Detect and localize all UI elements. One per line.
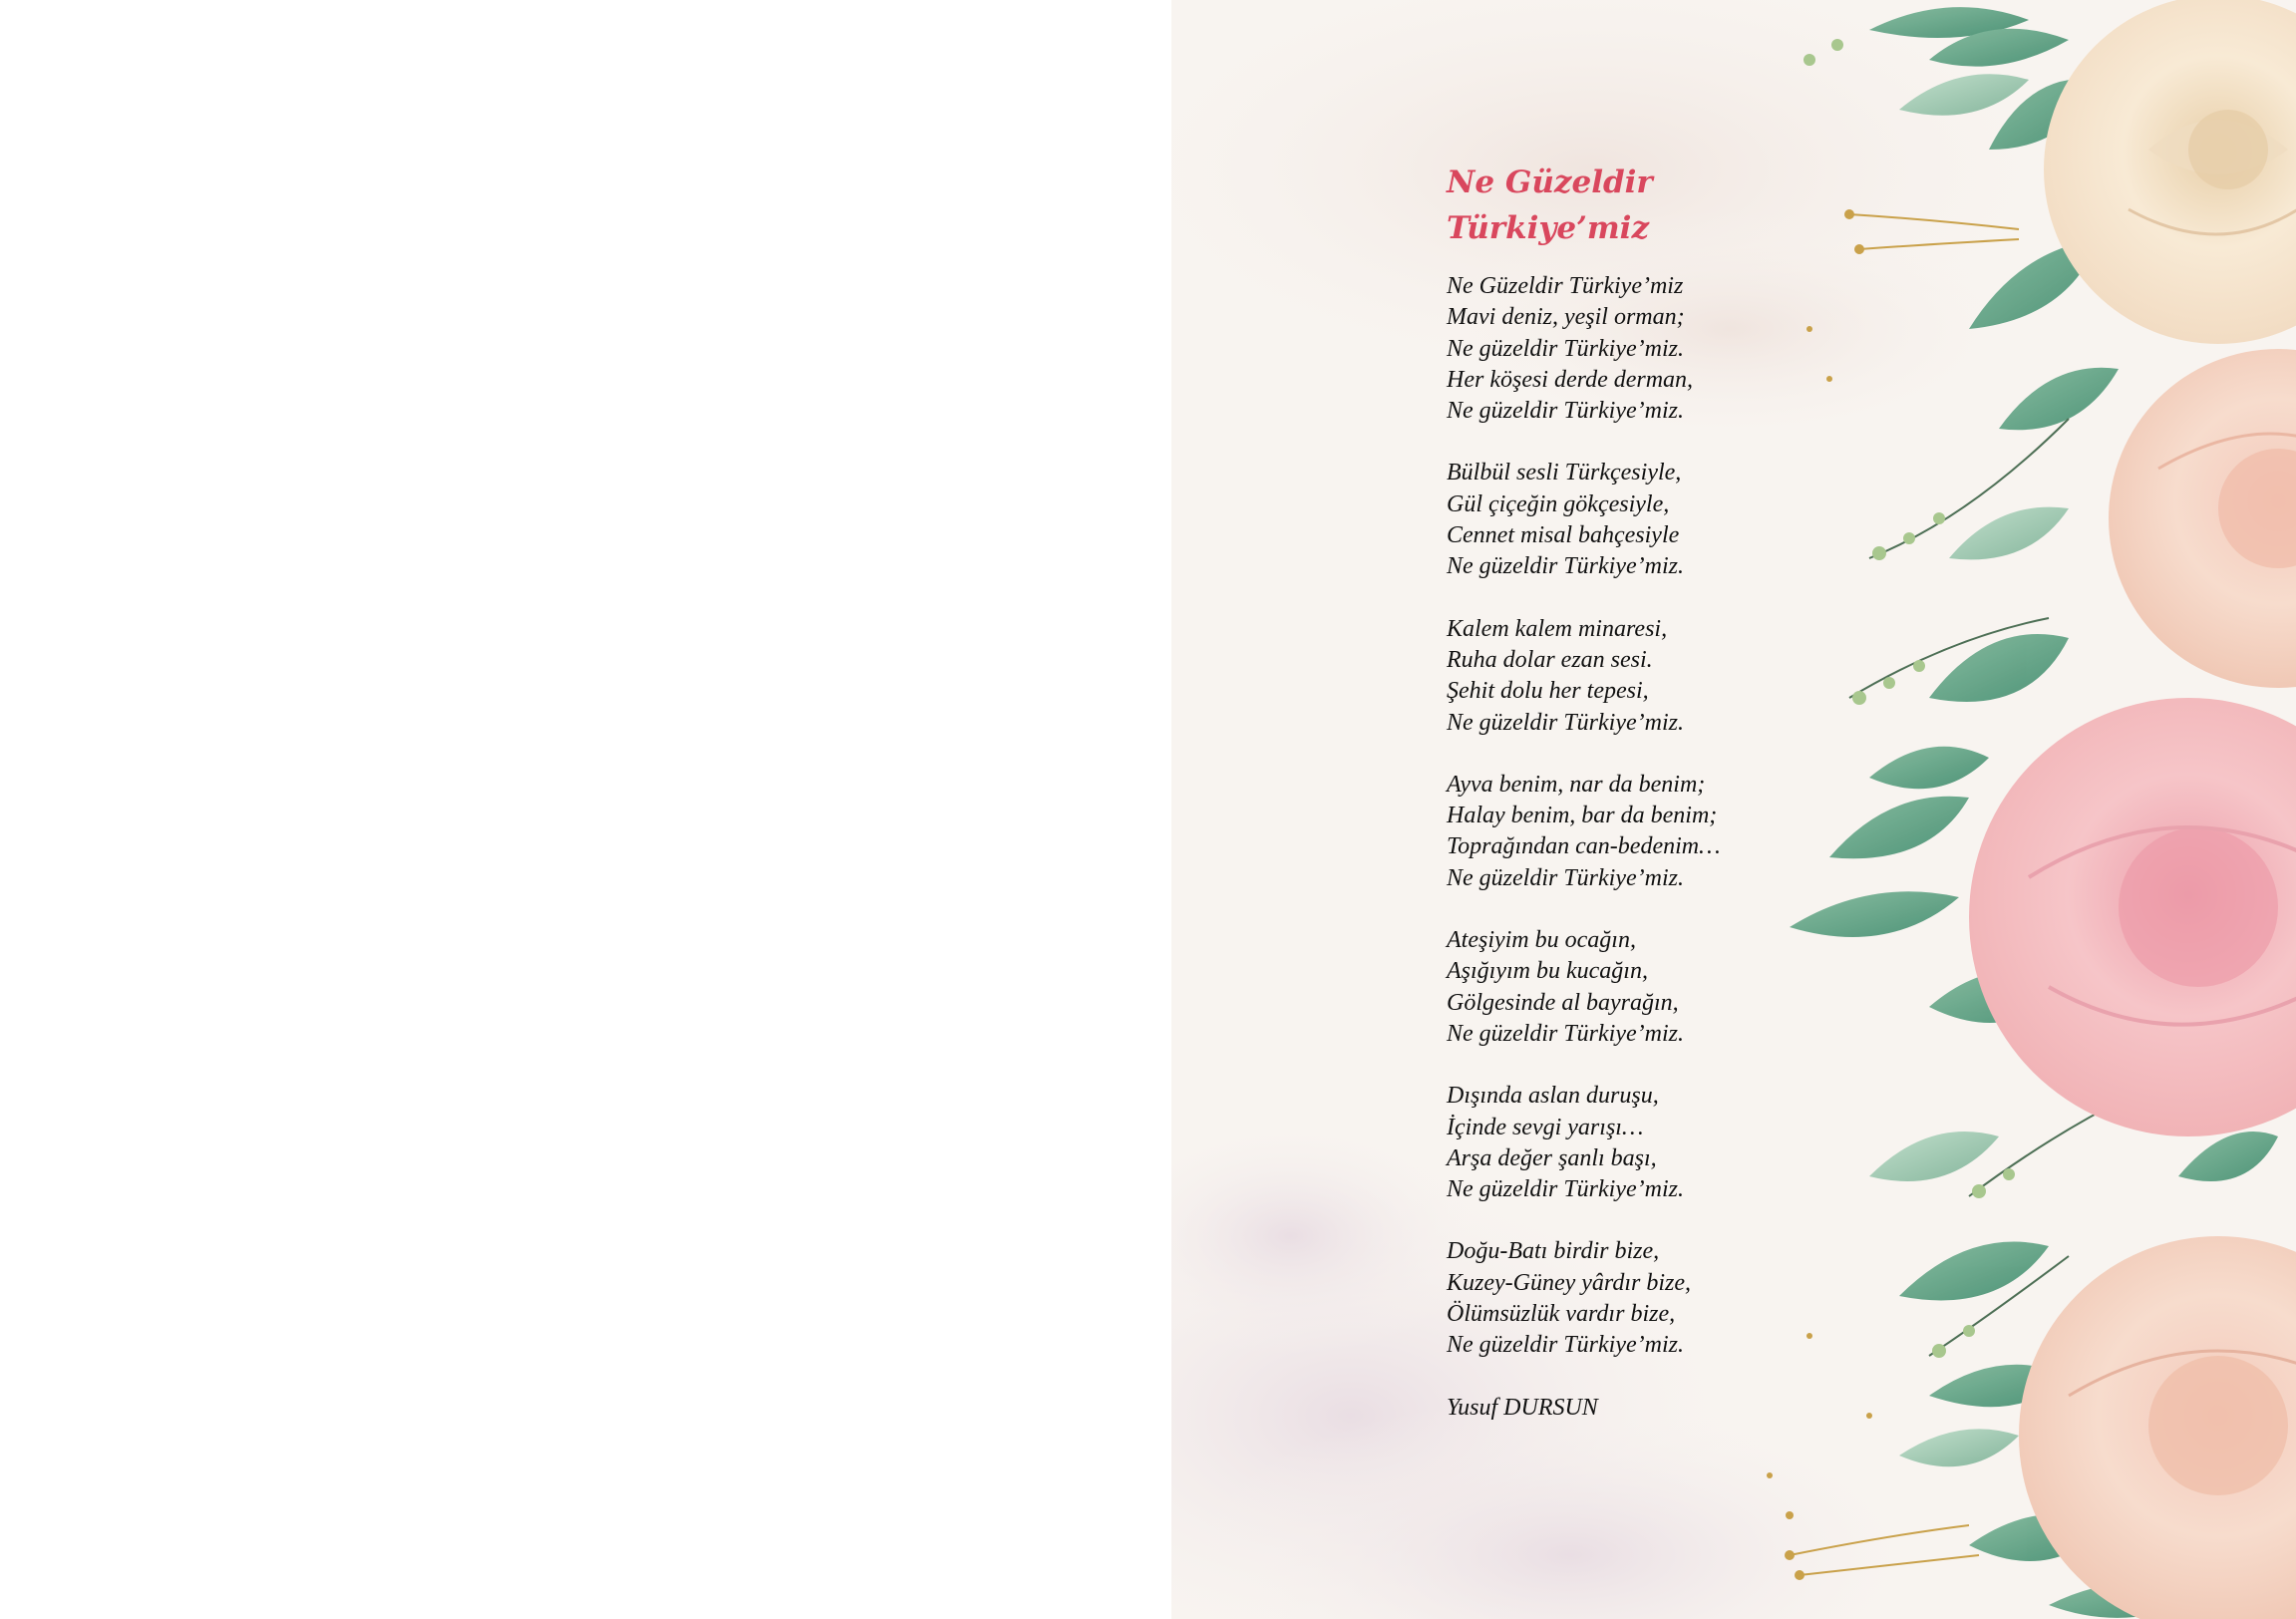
verse-line: Mavi deniz, yeşil orman; <box>1447 304 1685 331</box>
stanza <box>1447 1081 1965 1205</box>
verse-line: Ne Güzeldir Türkiye’miz <box>1447 273 1684 299</box>
verse-line: Ne güzeldir Türkiye’miz. <box>1447 864 1684 891</box>
verse-line: Cennet misal bahçesiyle <box>1447 522 1680 549</box>
verse-line: Gül çiçeğin gökçesiyle, <box>1447 490 1670 517</box>
verse-line: İçinde sevgi yarışı… <box>1447 1114 1644 1140</box>
verse-line: Toprağından can-bedenim… <box>1447 833 1721 860</box>
cream-rose-top <box>2044 0 2296 344</box>
verse-line: Ruha dolar ezan sesi. <box>1447 646 1653 673</box>
stanza <box>1447 271 1965 427</box>
stanza <box>1447 614 1965 739</box>
verse-line: Ölümsüzlük vardır bize, <box>1447 1301 1676 1328</box>
pink-rose-center <box>1969 698 2296 1136</box>
verse-line: Ateşiyim bu ocağın, <box>1447 927 1636 954</box>
verse-line: Doğu-Batı birdir bize, <box>1447 1238 1660 1265</box>
verse-line: Bülbül sesli Türkçesiyle, <box>1447 460 1682 486</box>
stanza <box>1447 770 1965 894</box>
poem-page <box>1171 0 2296 1619</box>
verse-line: Ne güzeldir Türkiye’miz. <box>1447 1176 1684 1203</box>
poem-title <box>1447 160 1965 251</box>
poem-title-line: Ne Güzeldir <box>1447 164 1653 200</box>
verse-line: Kuzey-Güney yârdır bize, <box>1447 1269 1692 1296</box>
stanza <box>1447 458 1965 582</box>
verse-line: Ne güzeldir Türkiye’miz. <box>1447 553 1684 580</box>
poem-title-line: Türkiye’miz <box>1447 210 1650 246</box>
verse-line: Ne güzeldir Türkiye’miz. <box>1447 1020 1684 1047</box>
verse-line: Ne güzeldir Türkiye’miz. <box>1447 1332 1684 1359</box>
poem-block <box>1447 160 1965 1424</box>
verse-line: Her köşesi derde derman, <box>1447 366 1694 393</box>
verse-line: Dışında aslan duruşu, <box>1447 1083 1659 1110</box>
poem-author: Yusuf DURSUN <box>1447 1394 1598 1421</box>
peach-rose-upper <box>2109 349 2296 688</box>
verse-line: Kalem kalem minaresi, <box>1447 615 1668 642</box>
verse-line: Halay benim, bar da benim; <box>1447 803 1718 829</box>
verse-line: Ne güzeldir Türkiye’miz. <box>1447 398 1684 425</box>
verse-line: Ayva benim, nar da benim; <box>1447 771 1706 798</box>
stanza <box>1447 1236 1965 1361</box>
verse-line: Arşa değer şanlı başı, <box>1447 1144 1657 1171</box>
verse-line: Aşığıyım bu kucağın, <box>1447 958 1648 985</box>
verse-line: Ne güzeldir Türkiye’miz. <box>1447 709 1684 736</box>
verse-line: Şehit dolu her tepesi, <box>1447 678 1649 705</box>
verse-line: Ne güzeldir Türkiye’miz. <box>1447 335 1684 362</box>
stanza <box>1447 925 1965 1050</box>
peach-rose-bottom <box>2019 1236 2296 1619</box>
verse-line: Gölgesinde al bayrağın, <box>1447 989 1679 1016</box>
